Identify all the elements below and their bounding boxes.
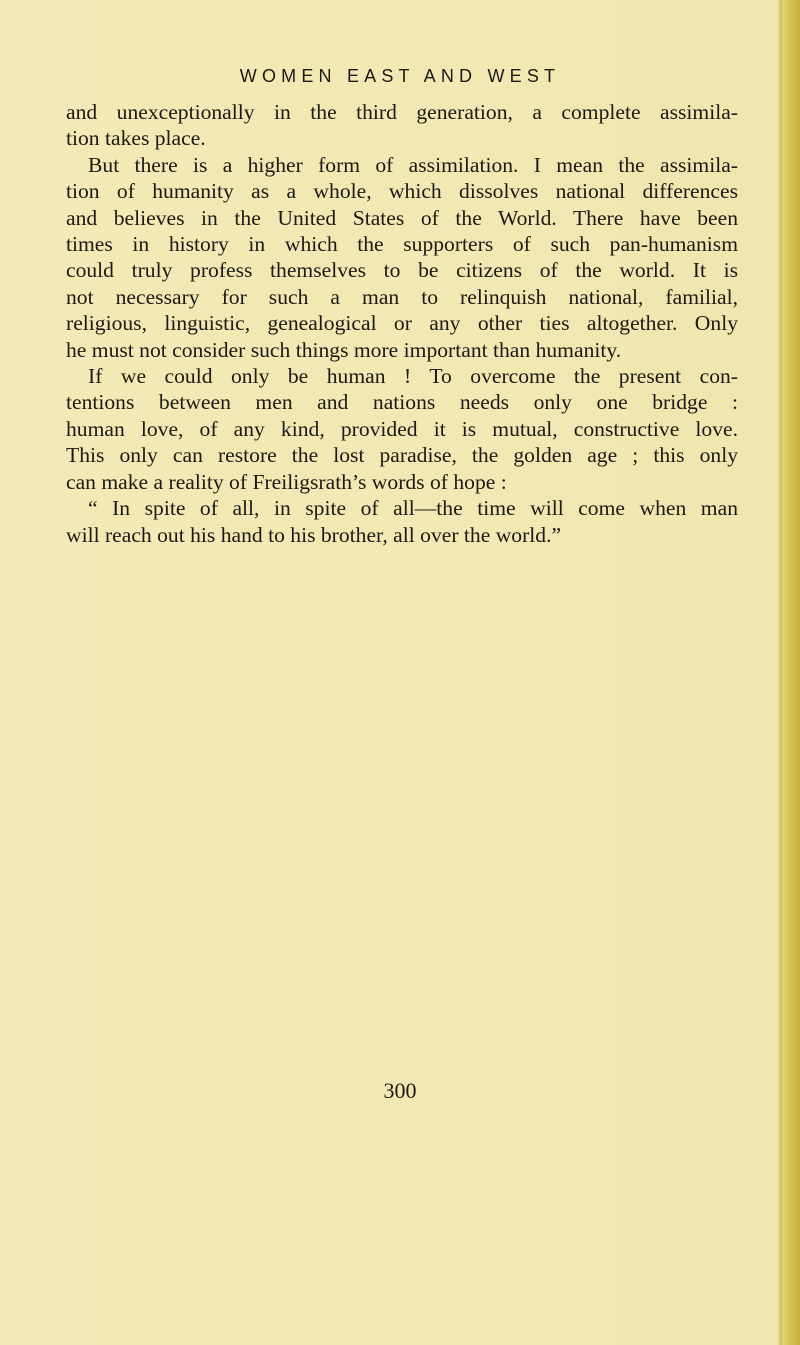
running-head: WOMEN EAST AND WEST (239, 66, 561, 86)
text-line: religious, linguistic, genealogical or any other ties altogether. Only (66, 311, 738, 336)
text-line: not necessary for such a man to relinquish national, familial, (66, 284, 738, 309)
text-line: tion takes place. (66, 126, 206, 151)
text-line: “ In spite of all, in spite of all—the time will come when man (88, 496, 738, 521)
body-text (66, 99, 738, 548)
text-line: tion of humanity as a whole, which dissolves national differences (66, 179, 738, 204)
text-line: This only can restore the lost paradise, the golden age ; this only (66, 443, 738, 468)
text-line: can make a reality of Freiligsrath’s words of hope : (66, 469, 507, 494)
text-line: If we could only be human ! To overcome the present con- (88, 364, 738, 389)
page-number: 300 (383, 1078, 417, 1103)
text-line: human love, of any kind, provided it is mutual, constructive love. (66, 416, 738, 441)
page-edge-shadow (778, 0, 782, 1345)
text-line: he must not consider such things more important than humanity. (66, 337, 622, 362)
text-line: tentions between men and nations needs only one bridge : (66, 390, 738, 415)
text-line: But there is a higher form of assimilation. I mean the assimila- (88, 152, 738, 177)
text-line: will reach out his hand to his brother, all over the world.” (66, 522, 562, 547)
text-line: and believes in the United States of the World. There have been (66, 205, 738, 230)
text-line: times in history in which the supporters of such pan-humanism (66, 232, 738, 257)
text-line: could truly profess themselves to be citizens of the world. It is (66, 258, 738, 283)
text-line: and unexceptionally in the third generation, a complete assimila- (66, 100, 738, 124)
